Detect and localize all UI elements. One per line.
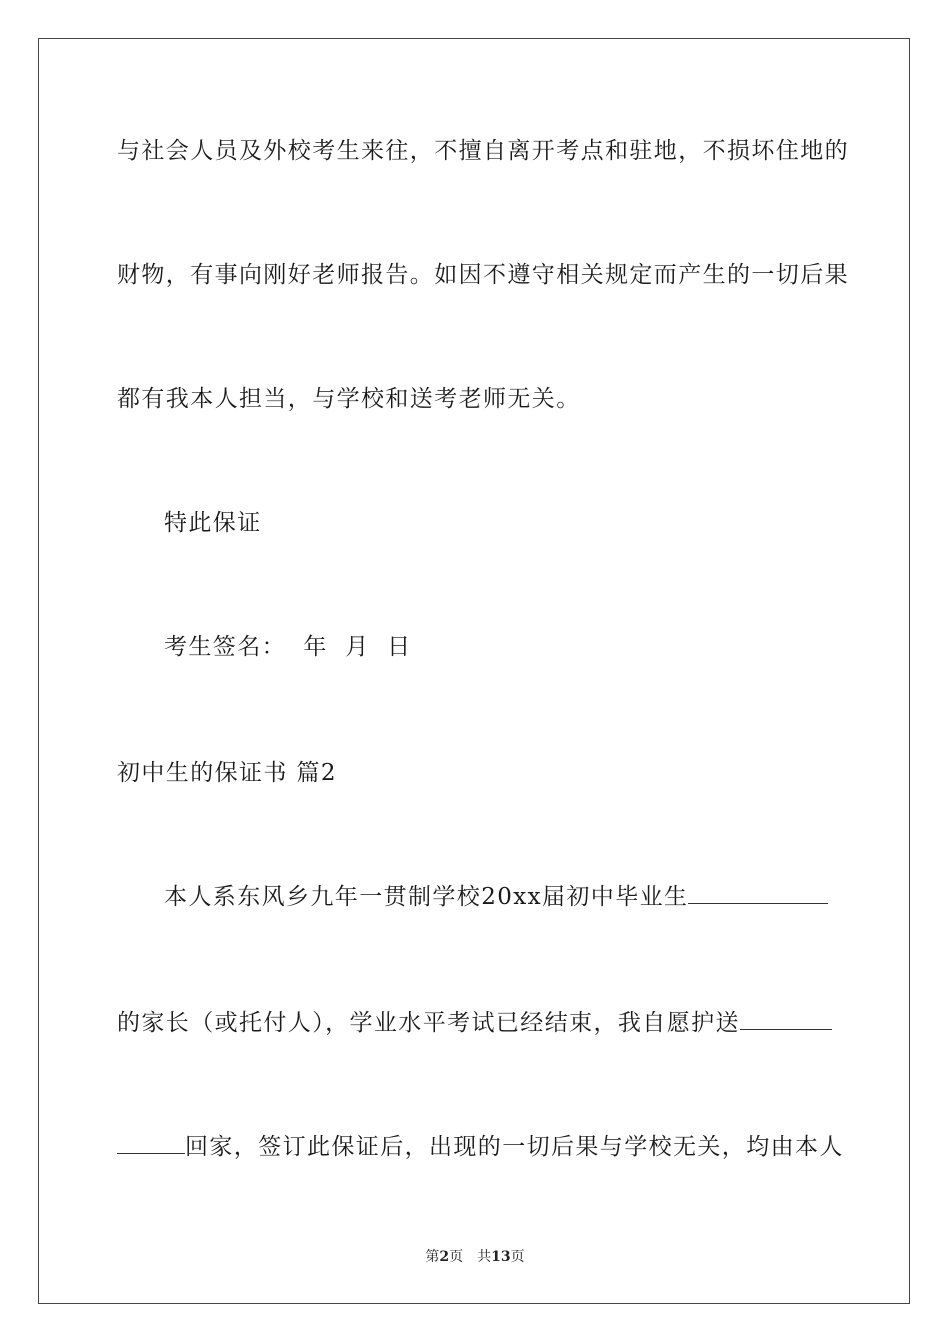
body-line-9-text: 回家，签订此保证后，出现的一切后果与学校无关，均由本人 [185, 1134, 844, 1160]
fill-blank-escort-name [740, 1009, 832, 1030]
body-line-1: 与社会人员及外校考生来往，不擅自离开考点和驻地，不损坏住地的 [117, 138, 849, 164]
footer-total-prefix: 共 [477, 1249, 492, 1265]
section-heading: 初中生的保证书 篇2 [117, 760, 337, 786]
page-footer [0, 1248, 950, 1266]
body-line-8-text: 的家长（或托付人），学业水平考试已经结束，我自愿护送 [117, 1010, 740, 1036]
footer-page-prefix: 第 [425, 1249, 440, 1265]
footer-page-suffix: 页 [449, 1249, 464, 1265]
body-line-7 [164, 882, 828, 912]
body-line-3: 都有我本人担当，与学校和送考老师无关。 [117, 386, 581, 412]
body-line-7-text: 本人系东风乡九年一贯制学校20xx届初中毕业生 [164, 884, 689, 910]
signature-line: 考生签名： 年 月 日 [164, 634, 412, 660]
fill-blank-student-name [688, 883, 828, 904]
body-line-8 [117, 1008, 832, 1038]
footer-total-suffix: 页 [510, 1249, 525, 1265]
guarantee-closing: 特此保证 [164, 510, 262, 536]
body-line-2: 财物，有事向刚好老师报告。如因不遵守相关规定而产生的一切后果 [117, 262, 849, 288]
page-border [38, 38, 910, 1304]
footer-total-pages: 13 [491, 1249, 511, 1265]
footer-page-number: 2 [439, 1249, 450, 1265]
fill-blank-escort-name-cont [117, 1133, 185, 1154]
body-line-9 [117, 1132, 844, 1162]
